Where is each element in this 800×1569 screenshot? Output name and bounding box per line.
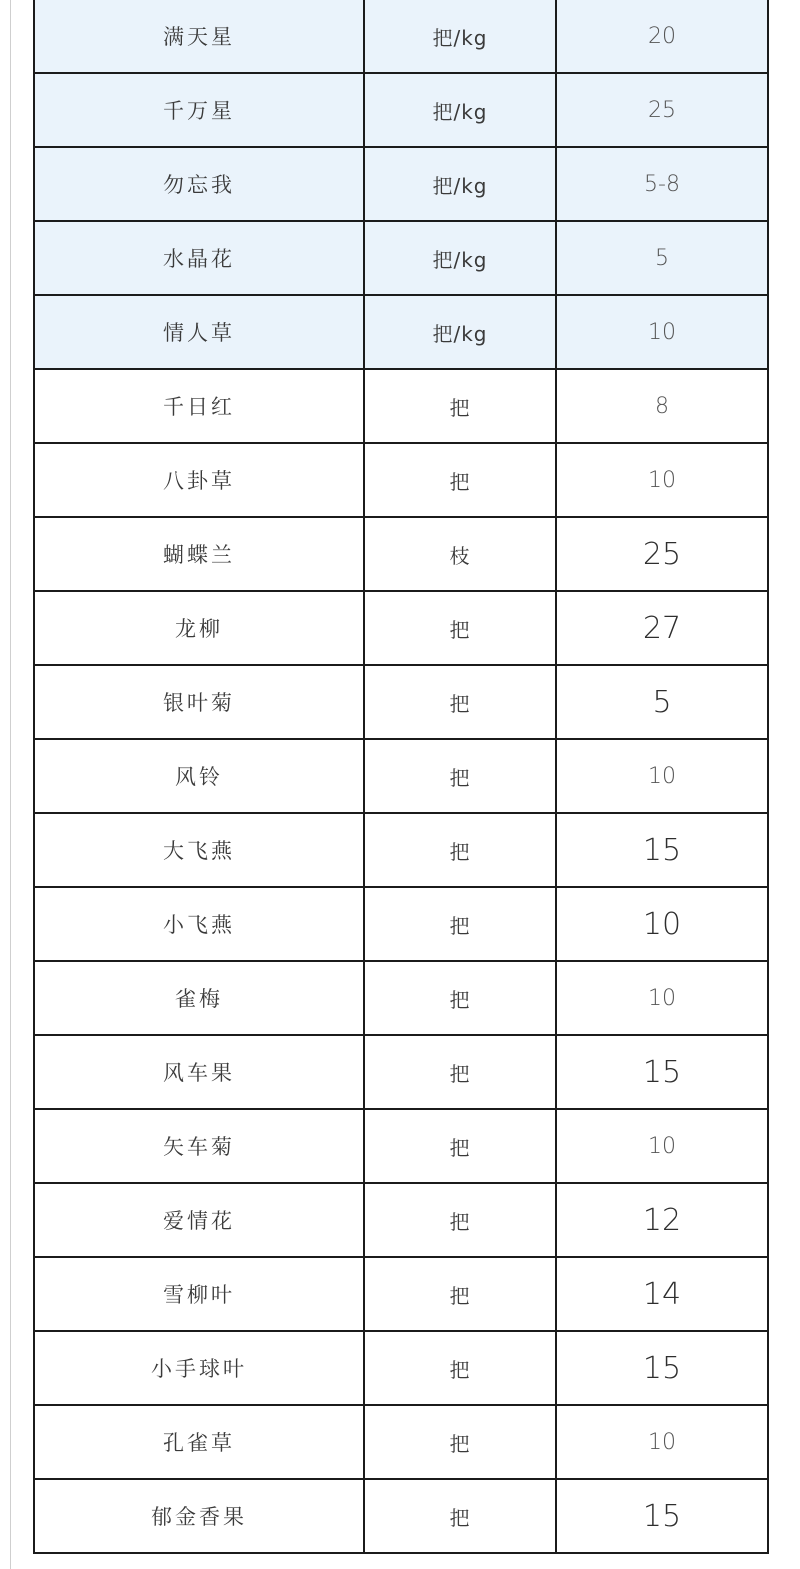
flower-price-table bbox=[33, 0, 769, 1554]
price-cell: 25 bbox=[556, 517, 768, 591]
flower-name-cell: 蝴蝶兰 bbox=[34, 517, 364, 591]
table-row bbox=[34, 1257, 768, 1331]
unit-cell: 把 bbox=[364, 961, 556, 1035]
price-cell: 25 bbox=[556, 73, 768, 147]
flower-name-cell: 八卦草 bbox=[34, 443, 364, 517]
page-edge-rule bbox=[10, 0, 11, 1569]
flower-name-cell: 勿忘我 bbox=[34, 147, 364, 221]
flower-name-cell: 小飞燕 bbox=[34, 887, 364, 961]
table-row bbox=[34, 443, 768, 517]
price-cell: 5 bbox=[556, 221, 768, 295]
unit-cell: 把 bbox=[364, 813, 556, 887]
flower-name-cell: 风车果 bbox=[34, 1035, 364, 1109]
flower-name-cell: 孔雀草 bbox=[34, 1405, 364, 1479]
table-row bbox=[34, 221, 768, 295]
price-cell: 15 bbox=[556, 1479, 768, 1553]
table-row bbox=[34, 1331, 768, 1405]
table-row bbox=[34, 665, 768, 739]
price-cell: 8 bbox=[556, 369, 768, 443]
flower-name-cell: 银叶菊 bbox=[34, 665, 364, 739]
price-cell: 27 bbox=[556, 591, 768, 665]
price-cell: 12 bbox=[556, 1183, 768, 1257]
table-row bbox=[34, 295, 768, 369]
unit-cell: 把 bbox=[364, 1479, 556, 1553]
flower-name-cell: 小手球叶 bbox=[34, 1331, 364, 1405]
table-row bbox=[34, 1405, 768, 1479]
table-row bbox=[34, 1479, 768, 1553]
unit-cell: 把 bbox=[364, 739, 556, 813]
table-row bbox=[34, 147, 768, 221]
price-cell: 15 bbox=[556, 1035, 768, 1109]
unit-cell: 把/kg bbox=[364, 0, 556, 73]
table-row bbox=[34, 73, 768, 147]
price-cell: 15 bbox=[556, 813, 768, 887]
table-row bbox=[34, 591, 768, 665]
flower-name-cell: 情人草 bbox=[34, 295, 364, 369]
table-row bbox=[34, 369, 768, 443]
price-cell: 5-8 bbox=[556, 147, 768, 221]
unit-cell: 把 bbox=[364, 665, 556, 739]
table-row bbox=[34, 739, 768, 813]
flower-name-cell: 水晶花 bbox=[34, 221, 364, 295]
table-row bbox=[34, 1183, 768, 1257]
flower-name-cell: 爱情花 bbox=[34, 1183, 364, 1257]
price-cell: 10 bbox=[556, 295, 768, 369]
flower-name-cell: 千万星 bbox=[34, 73, 364, 147]
unit-cell: 把 bbox=[364, 443, 556, 517]
flower-name-cell: 风铃 bbox=[34, 739, 364, 813]
table-row bbox=[34, 1035, 768, 1109]
unit-cell: 把 bbox=[364, 1331, 556, 1405]
price-cell: 20 bbox=[556, 0, 768, 73]
flower-name-cell: 千日红 bbox=[34, 369, 364, 443]
price-cell: 10 bbox=[556, 887, 768, 961]
unit-cell: 枝 bbox=[364, 517, 556, 591]
unit-cell: 把 bbox=[364, 1183, 556, 1257]
unit-cell: 把 bbox=[364, 1035, 556, 1109]
price-cell: 15 bbox=[556, 1331, 768, 1405]
unit-cell: 把/kg bbox=[364, 147, 556, 221]
price-cell: 14 bbox=[556, 1257, 768, 1331]
table-row bbox=[34, 0, 768, 73]
flower-name-cell: 雀梅 bbox=[34, 961, 364, 1035]
table-row bbox=[34, 1109, 768, 1183]
unit-cell: 把 bbox=[364, 1109, 556, 1183]
flower-name-cell: 雪柳叶 bbox=[34, 1257, 364, 1331]
table-row bbox=[34, 961, 768, 1035]
unit-cell: 把 bbox=[364, 369, 556, 443]
flower-name-cell: 龙柳 bbox=[34, 591, 364, 665]
price-cell: 10 bbox=[556, 1109, 768, 1183]
unit-cell: 把 bbox=[364, 591, 556, 665]
unit-cell: 把 bbox=[364, 887, 556, 961]
table-row bbox=[34, 813, 768, 887]
flower-name-cell: 郁金香果 bbox=[34, 1479, 364, 1553]
unit-cell: 把/kg bbox=[364, 73, 556, 147]
price-cell: 10 bbox=[556, 961, 768, 1035]
price-cell: 10 bbox=[556, 1405, 768, 1479]
table-row bbox=[34, 887, 768, 961]
flower-name-cell: 大飞燕 bbox=[34, 813, 364, 887]
price-cell: 5 bbox=[556, 665, 768, 739]
flower-name-cell: 满天星 bbox=[34, 0, 364, 73]
price-cell: 10 bbox=[556, 443, 768, 517]
unit-cell: 把 bbox=[364, 1405, 556, 1479]
price-cell: 10 bbox=[556, 739, 768, 813]
unit-cell: 把/kg bbox=[364, 295, 556, 369]
table-row bbox=[34, 517, 768, 591]
table-body bbox=[34, 0, 768, 1553]
unit-cell: 把 bbox=[364, 1257, 556, 1331]
flower-name-cell: 矢车菊 bbox=[34, 1109, 364, 1183]
unit-cell: 把/kg bbox=[364, 221, 556, 295]
